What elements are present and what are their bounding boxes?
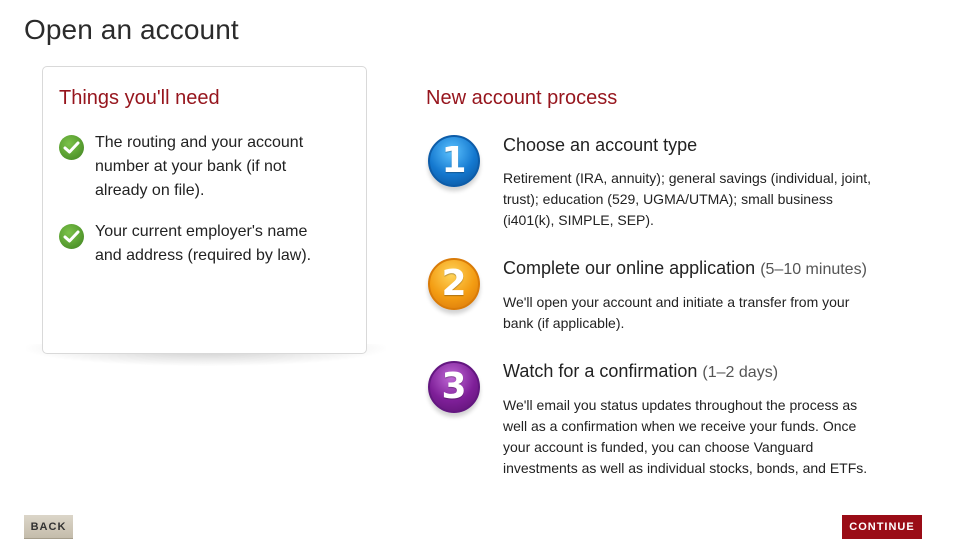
step-number-3-icon: 3 [428, 361, 480, 413]
continue-button[interactable]: CONTINUE [842, 515, 922, 539]
check-icon [59, 135, 84, 160]
things-you-need-heading: Things you'll need [59, 87, 220, 109]
new-account-process-heading: New account process [426, 87, 618, 109]
step-duration: (1–2 days) [702, 364, 779, 381]
step-title [503, 258, 867, 279]
back-button[interactable]: BACK [24, 515, 73, 539]
step-description: We'll open your account and initiate a transfer from your bank (if applicable). [503, 294, 850, 331]
page-title: Open an account [24, 14, 239, 45]
things-you-need-card [42, 66, 367, 354]
step-description: We'll email you status updates throughout the process as well as a confirmation when we receive your funds. Once your account is funded, you can choose Vanguard investments as well as individual stocks, bonds, and ETFs. [503, 397, 868, 476]
step-title [503, 135, 697, 156]
step-number-1-icon: 1 [428, 135, 480, 187]
check-icon [59, 224, 84, 249]
need-item-text: Your current employer's name and address (required by law). [95, 223, 312, 264]
step-duration: (5–10 minutes) [760, 261, 867, 278]
step-description: Retirement (IRA, annuity); general savings (individual, joint, trust); education (529, UGMA/UTMA); small business (i401(k), SIMPLE, SEP). [503, 170, 872, 228]
step-number-2-icon: 2 [428, 258, 480, 310]
step-title-text: Choose an account type [503, 135, 698, 155]
need-item-text: The routing and your account number at your bank (if not already on file). [95, 134, 304, 199]
step-title-text: Watch for a confirmation [503, 361, 698, 381]
step-title [503, 361, 778, 382]
step-title-text: Complete our online application [503, 258, 756, 278]
